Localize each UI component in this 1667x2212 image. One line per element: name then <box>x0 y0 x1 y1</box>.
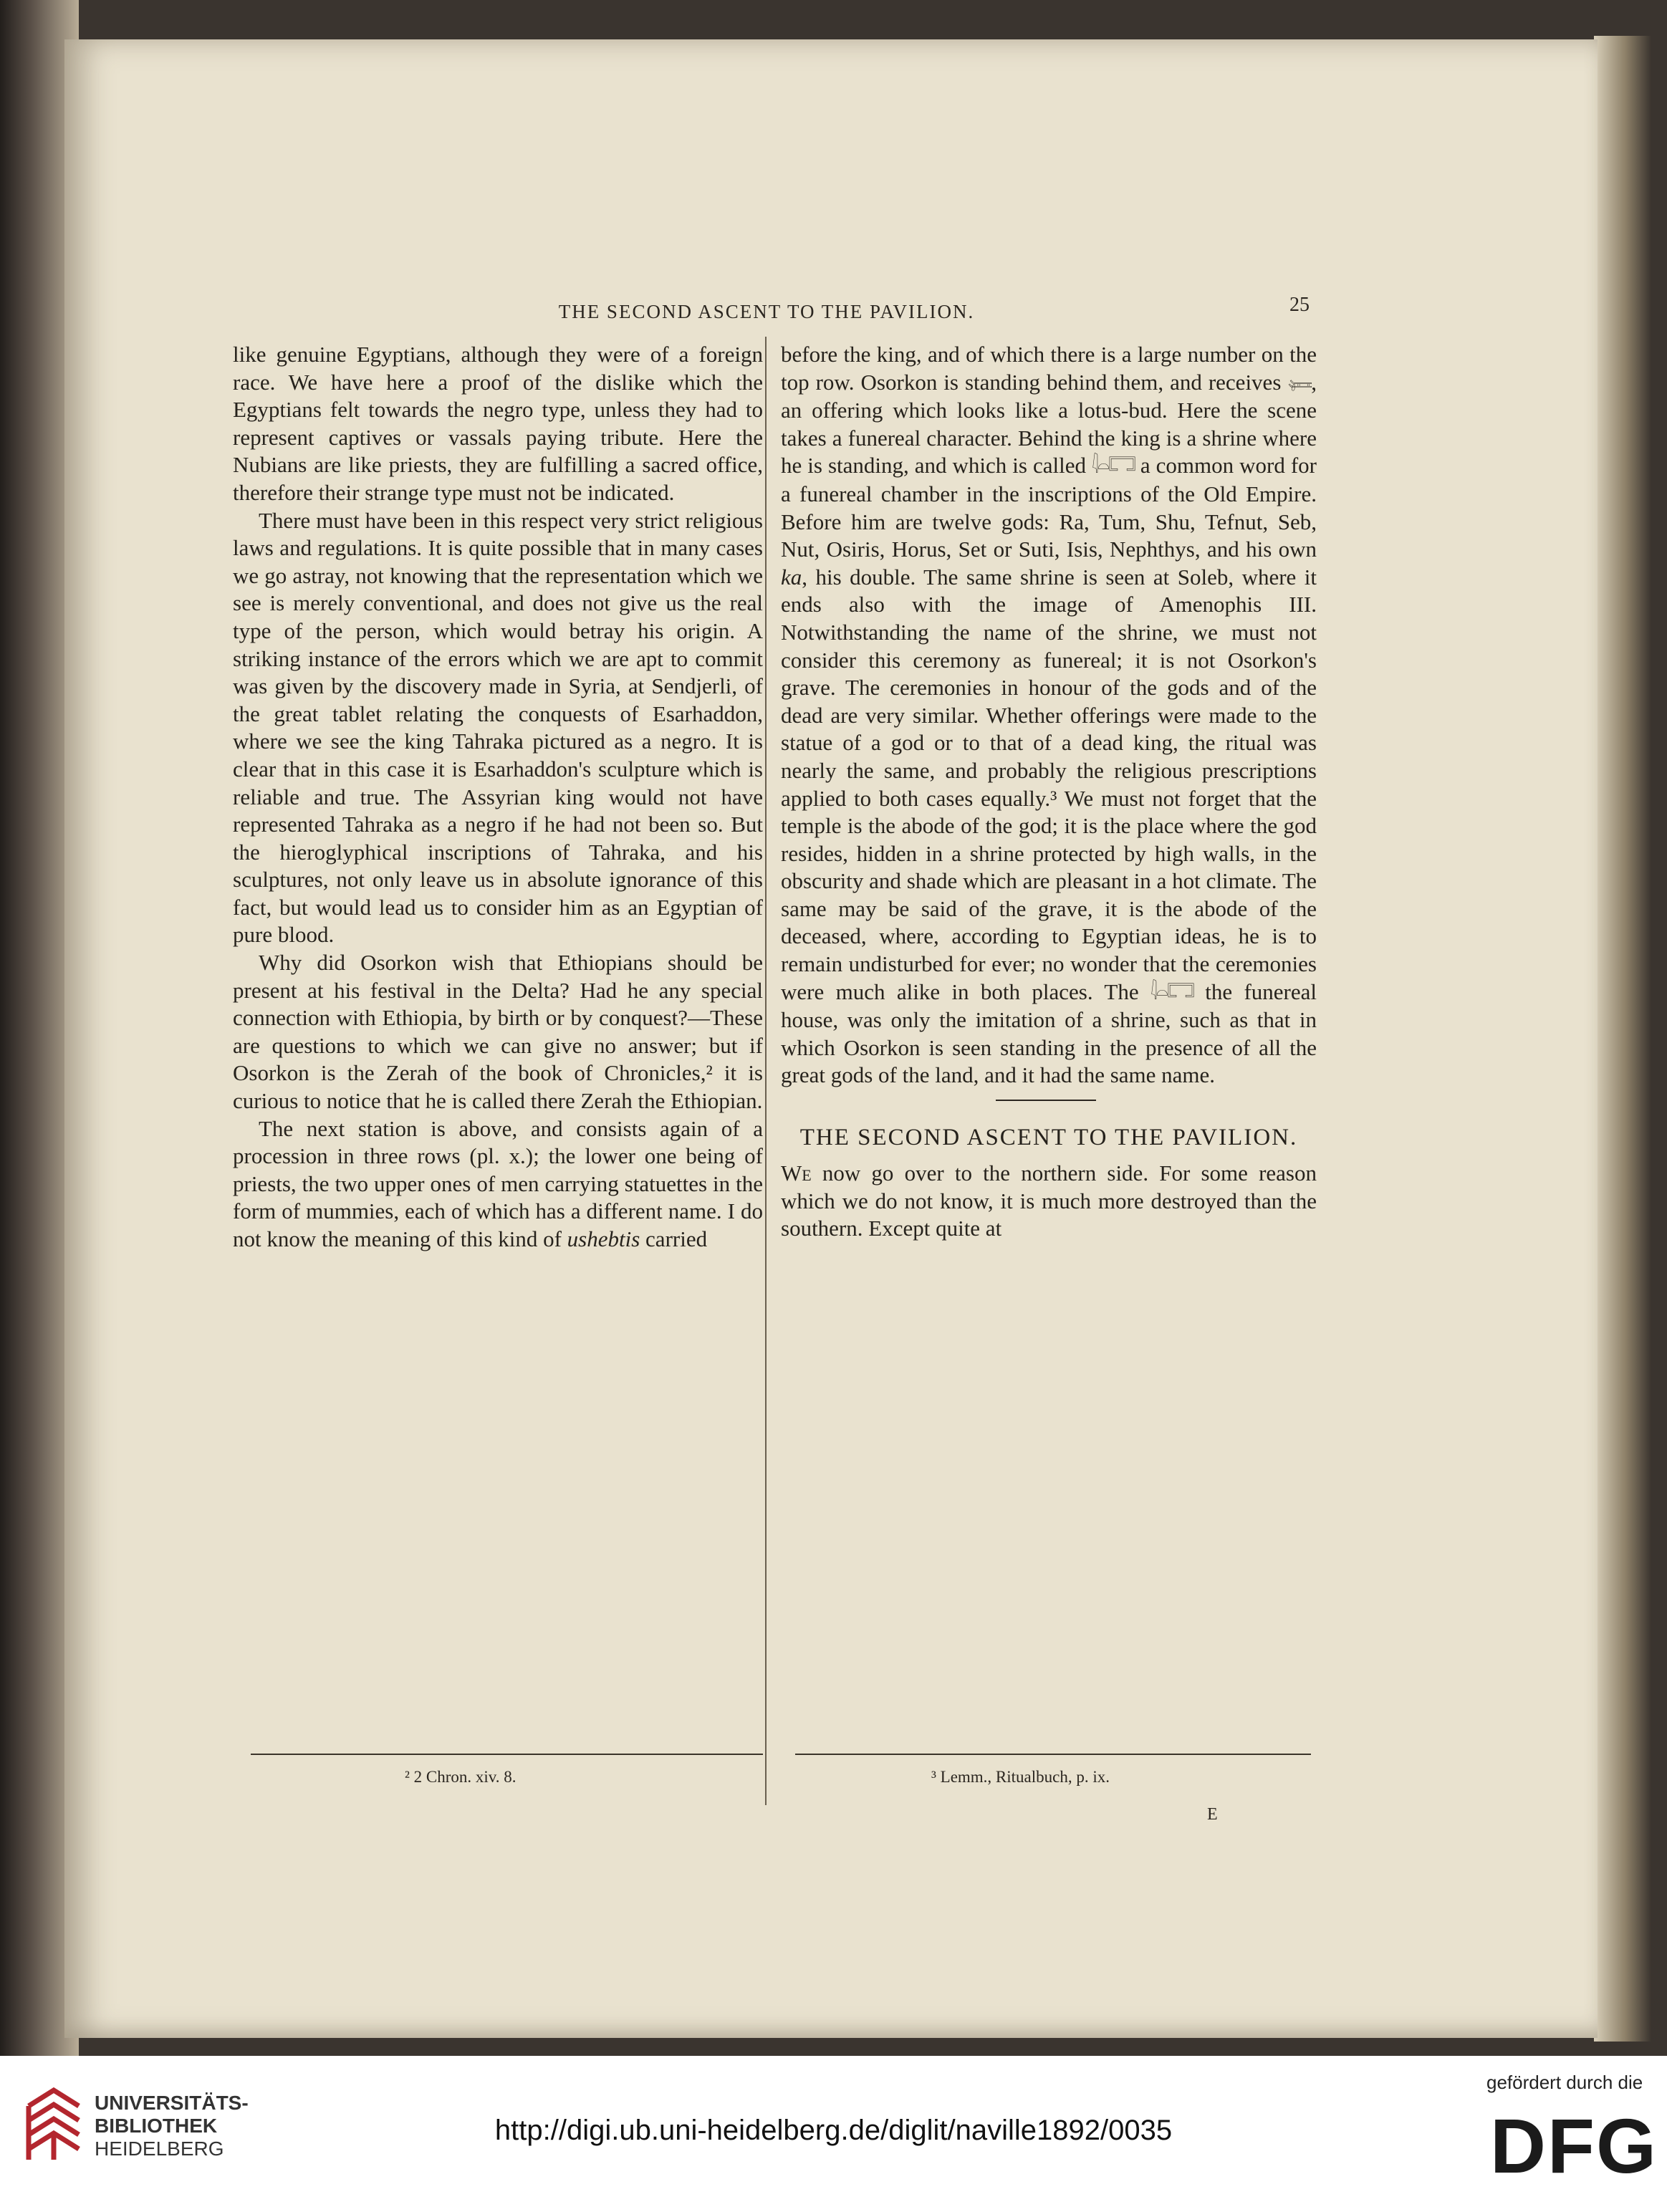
footnote-left: ² 2 Chron. xiv. 8. <box>405 1768 517 1786</box>
drop-word: We <box>781 1160 812 1186</box>
footnote-right: ³ Lemm., Ritualbuch, p. ix. <box>931 1768 1110 1786</box>
page-edge <box>1594 36 1651 2042</box>
text-run: , his double. The same shrine is seen at Soleb, where it ends also with the image of Amenophis III. Notwithstanding the name of the shrine, we must not consider this ceremony as funereal; it is not Osorkon's grave. The ceremonies in honour of the gods and of the dead are very similar. Whether offerings were made to the statue of a god or to that of a dead king, the ritual was nearly the same, and probably the religious prescriptions applied to both cases equally.³ We must not forget that the temple is the abode of the god; it is the place where the god resides, hidden in a shrine protected by high walls, in the obscurity and shade which are pleasant in a hot climate. The same may be said of the grave, it is the abode of the deceased, where, according to Egyptian ideas, he is to remain undisturbed for ever; no wonder that the ceremonies were much alike in both places. The <box>781 564 1317 1004</box>
page-number: 25 <box>1289 294 1310 316</box>
dfg-logo[interactable]: DFG <box>1490 2102 1658 2189</box>
paragraph-tail: carried <box>640 1226 708 1251</box>
italic-term: ushebtis <box>567 1226 640 1251</box>
paragraph-text: The next station is above, and consists again of a procession in three rows (pl. x.); the lower one being of priests, the two upper ones of men carrying statuettes in the form of mummies, each of which has a different name. I do not know the meaning of this kind of <box>233 1115 763 1251</box>
library-name-line: HEIDELBERG <box>95 2138 224 2160</box>
footnote-rule-right <box>795 1754 1311 1755</box>
section-divider <box>996 1100 1096 1101</box>
paragraph: like genuine Egyptians, although they were of a foreign race. We have here a proof of the dislike which the Egyptians felt towards the negro type, unless they had to represent captives or vassals paying tribute. Here the Nubians are like priests, they are fulfilling a sacred office, therefore their strange type must not be indicated. <box>233 342 763 505</box>
paragraph <box>781 341 1317 1090</box>
section-heading: THE SECOND ASCENT TO THE PAVILION. <box>799 1125 1298 1151</box>
hieroglyph-icon: 𓇋𓏏𓉐 <box>1092 454 1135 479</box>
paragraph: Why did Osorkon wish that Ethiopians should be present at his festival in the Delta? Had he any special connection with Ethiopia, by birth or by conquest?—These are questions to which we can give no answer; but if Osorkon is the Zerah of the book of Chronicles,² it is curious to notice that he is called there Zerah the Ethiopian. <box>233 950 763 1114</box>
italic-term: ka <box>781 564 802 590</box>
library-name-line: BIBLIOTHEK <box>95 2115 218 2137</box>
permalink-url[interactable]: http://digi.ub.uni-heidelberg.de/diglit/naville1892/0035 <box>494 2115 1173 2146</box>
text-run: a common word for a funereal chamber in the inscriptions of the Old Empire. Before him are twelve gods: Ra, Tum, Shu, Tefnut, Seb, Nut, Osiris, Horus, Set or Suti, Isis, Nephthys, and his own <box>781 453 1317 562</box>
text-run: now go over to the northern side. For some reason which we do not know, it is much more destroyed than the southern. Except quite at <box>781 1160 1317 1241</box>
footnote-rule-left <box>251 1754 763 1755</box>
signature-mark: E <box>1207 1805 1218 1824</box>
hieroglyph-icon: 𓇋𓏏𓉐 <box>1150 980 1193 1004</box>
paragraph: There must have been in this respect very strict religious laws and regulations. It is quite possible that in many cases we go astray, not knowing that the representation which we see is merely conventional, and does not give us the real type of the person, which would betray his origin. A striking instance of the errors which we are apt to commit was given by the discovery made in Syria, at Sendjerli, of the great tablet relating the conquests of Esarhaddon, where we see the king Tahraka pictured as a negro. It is clear that in this case it is Esarhaddon's sculpture which is reliable and true. The Assyrian king would not have represented Tahraka as a negro if he had not been so. But the hieroglyphical inscriptions of Tahraka, and his sculptures, not only leave us in absolute ignorance of this fact, but would lead us to consider him as an Egyptian of pure blood. <box>233 507 763 948</box>
paragraph <box>781 1160 1317 1243</box>
right-column <box>781 341 1317 1243</box>
left-column <box>233 341 763 1254</box>
library-name-line: UNIVERSITÄTS- <box>95 2092 249 2114</box>
paragraph <box>233 1115 763 1254</box>
footer-bar <box>0 2056 1667 2212</box>
text-run: , an offering which looks like a lotus-bud. Here the scene takes a funereal character. Behind the king is a shrine where he is standing, and which is called <box>781 369 1317 479</box>
text-run: the funereal house, was only the imitation of a shrine, such as that in which Osorkon is seen standing in the presence of all the great gods of the land, and it had the same name. <box>781 978 1317 1088</box>
hieroglyph-icon: 𓍃 <box>1287 370 1312 395</box>
running-head: THE SECOND ASCENT TO THE PAVILION. <box>558 301 975 322</box>
column-rule <box>765 337 767 1805</box>
funding-caption: gefördert durch die <box>1486 2072 1643 2093</box>
text-run: before the king, and of which there is a large number on the top row. Osorkon is standing behind them, and receives <box>781 342 1317 395</box>
